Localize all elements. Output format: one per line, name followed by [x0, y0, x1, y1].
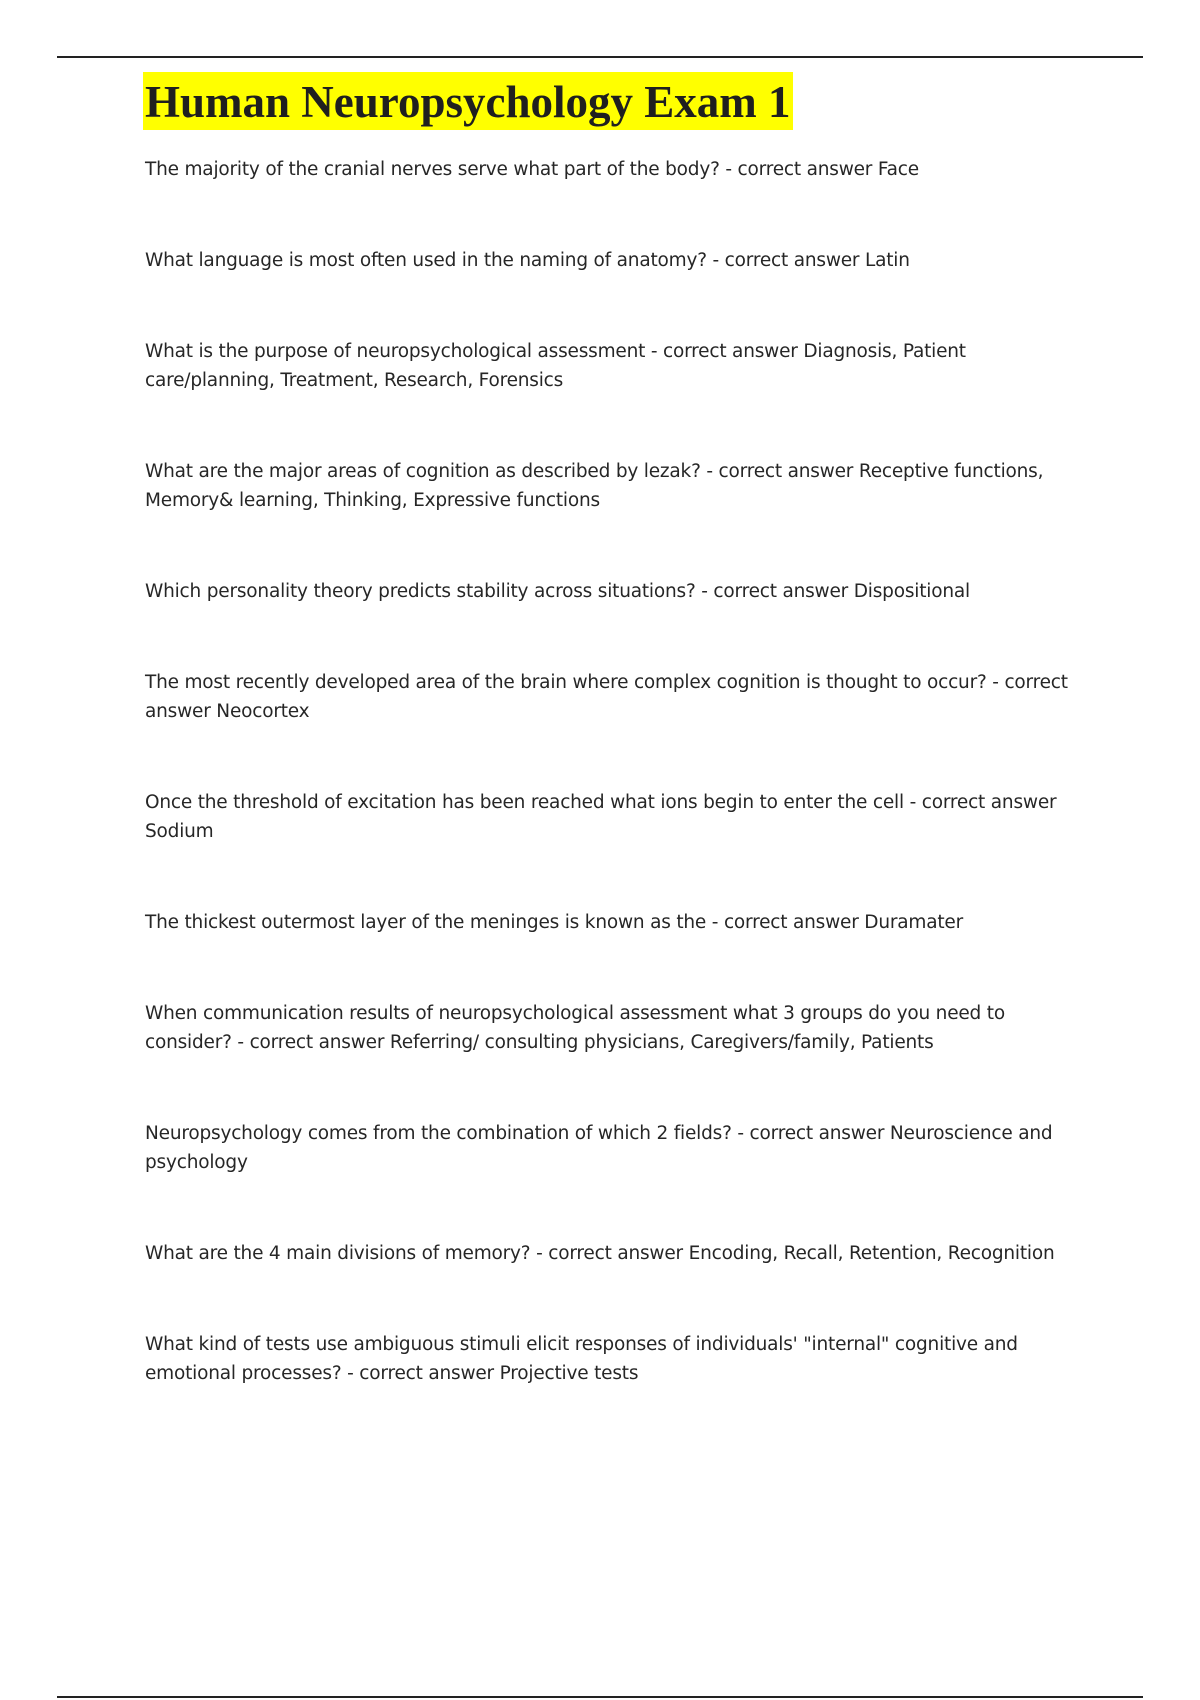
- qa-item: The majority of the cranial nerves serve what part of the body? - correct answer Face: [145, 159, 919, 180]
- qa-item: Neuropsychology comes from the combination of which 2 fields? - correct answer Neuroscience and psychology: [145, 1123, 1053, 1173]
- qa-item: When communication results of neuropsychological assessment what 3 groups do you need to consider? - correct answer Referring/ consulting physicians, Caregivers/family, Patients: [145, 1003, 1005, 1053]
- qa-item: What kind of tests use ambiguous stimuli elicit responses of individuals' "internal" cognitive and emotional processes? - correct answer Projective tests: [145, 1334, 1018, 1384]
- qa-list: [145, 155, 1095, 1388]
- document-title: Human Neuropsychology Exam 1: [143, 72, 793, 130]
- qa-item: What language is most often used in the naming of anatomy? - correct answer Latin: [145, 250, 910, 271]
- qa-item: The most recently developed area of the brain where complex cognition is thought to occur? - correct answer Neocortex: [145, 672, 1068, 722]
- qa-item: What are the 4 main divisions of memory? - correct answer Encoding, Recall, Retention, Recognition: [145, 1243, 1055, 1264]
- qa-item: Once the threshold of excitation has been reached what ions begin to enter the cell - correct answer Sodium: [145, 792, 1057, 842]
- footer-rule: [57, 1696, 1143, 1698]
- qa-item: What are the major areas of cognition as described by lezak? - correct answer Receptive functions, Memory& learning, Thinking, Expressive functions: [145, 461, 1044, 511]
- header-rule: [57, 56, 1143, 58]
- qa-item: The thickest outermost layer of the meninges is known as the - correct answer Duramater: [145, 912, 964, 933]
- document-body: [145, 72, 1095, 1450]
- qa-item: Which personality theory predicts stability across situations? - correct answer Dispositional: [145, 581, 970, 602]
- qa-item: What is the purpose of neuropsychological assessment - correct answer Diagnosis, Patient care/planning, Treatment, Research, Forensics: [145, 341, 966, 391]
